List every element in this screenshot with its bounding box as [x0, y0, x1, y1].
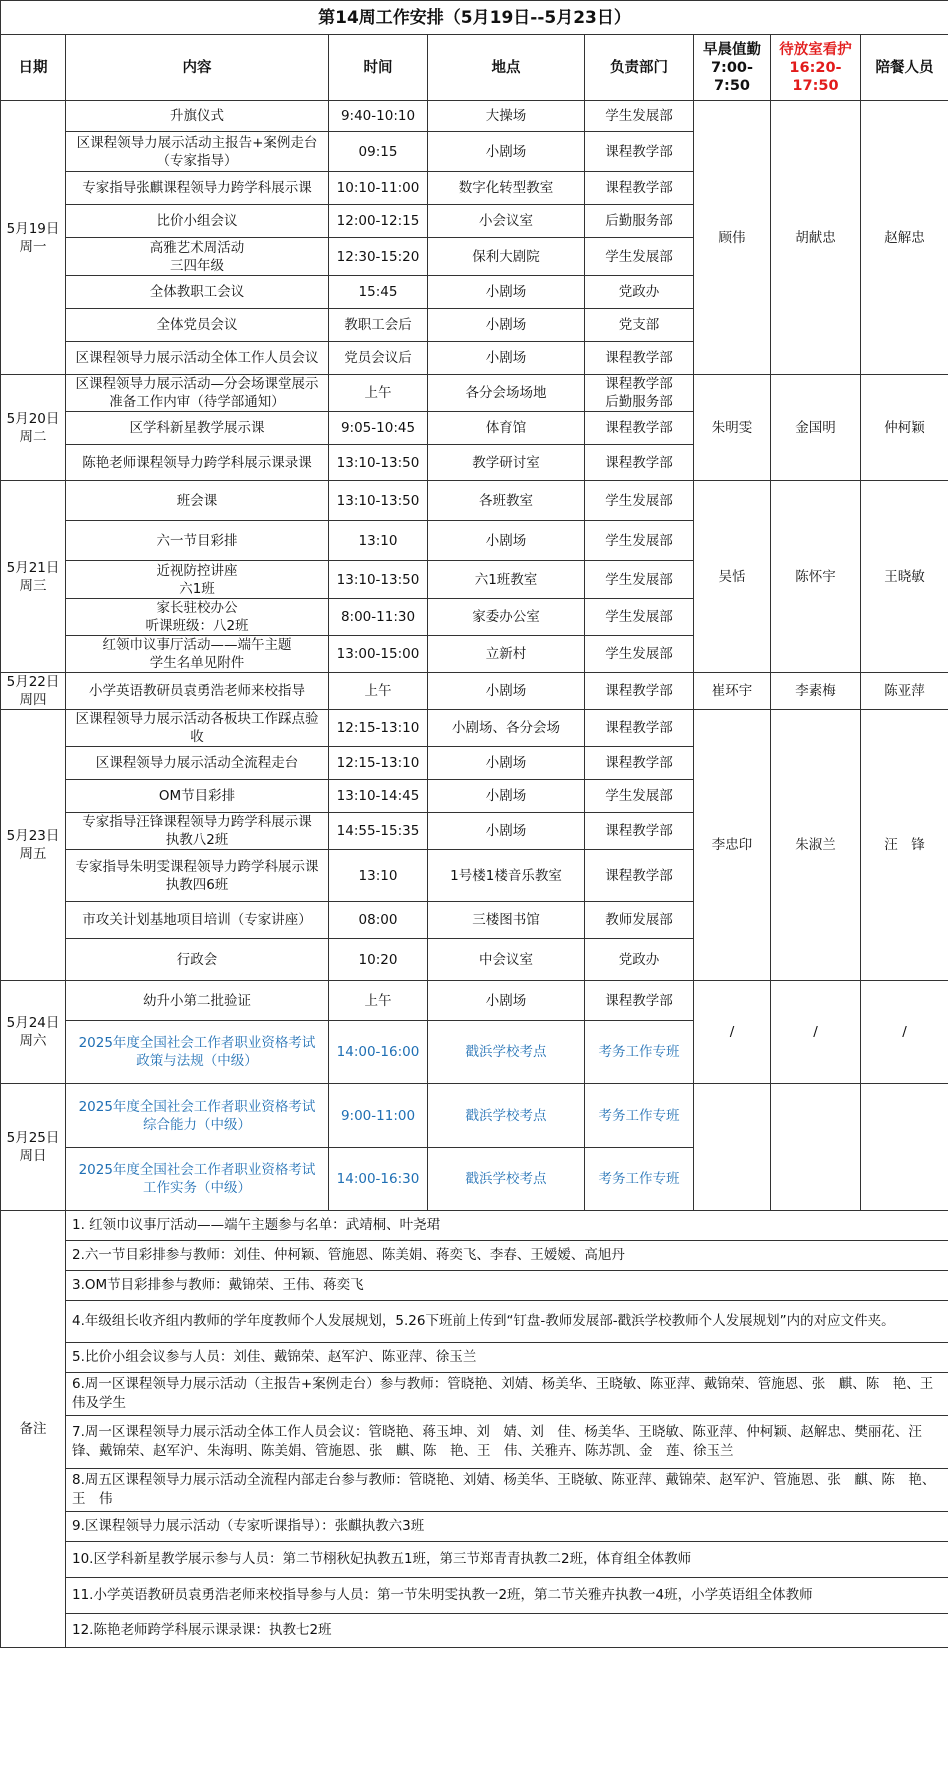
- morning-duty-cell: 吴恬: [694, 481, 771, 673]
- meal-cell: [861, 1084, 948, 1211]
- after-school-cell: 朱淑兰: [771, 710, 861, 981]
- place-cell: 小剧场: [428, 309, 585, 342]
- note-row: [1, 1469, 948, 1512]
- place-cell: 教学研讨室: [428, 445, 585, 481]
- place-cell: 小剧场: [428, 747, 585, 780]
- meal-cell: 陈亚萍: [861, 673, 948, 710]
- time-cell: 08:00: [329, 902, 428, 939]
- time-cell: 12:30-15:20: [329, 238, 428, 276]
- place-cell: 戳浜学校考点: [428, 1148, 585, 1211]
- dept-cell: 学生发展部: [585, 238, 694, 276]
- note-row: [1, 1271, 948, 1301]
- place-cell: 小剧场: [428, 276, 585, 309]
- morning-duty-cell: 顾伟: [694, 101, 771, 375]
- content-cell: 红领巾议事厅活动——端午主题 学生名单见附件: [66, 636, 329, 673]
- place-cell: 小会议室: [428, 205, 585, 238]
- place-cell: 大操场: [428, 101, 585, 132]
- date-cell: [1, 1084, 66, 1211]
- dept-cell: 课程教学部: [585, 412, 694, 445]
- content-cell: 专家指导汪锋课程领导力跨学科展示课 执教八2班: [66, 813, 329, 850]
- dept-cell: 课程教学部 后勤服务部: [585, 375, 694, 412]
- dept-cell: 课程教学部: [585, 673, 694, 710]
- meal-cell: /: [861, 981, 948, 1084]
- place-cell: 戳浜学校考点: [428, 1021, 585, 1084]
- date-label: 5月24日: [6, 1015, 60, 1031]
- time-cell: 上午: [329, 673, 428, 710]
- time-cell: 8:00-11:30: [329, 599, 428, 636]
- date-label: 5月20日: [6, 410, 60, 427]
- time-cell: 13:10-13:50: [329, 561, 428, 599]
- content-cell: 比价小组会议: [66, 205, 329, 238]
- dept-cell: 党支部: [585, 309, 694, 342]
- after-school-cell: 陈怀宇: [771, 481, 861, 673]
- dept-cell: 教师发展部: [585, 902, 694, 939]
- weekday-label: 周日: [19, 1148, 47, 1164]
- dept-cell: 学生发展部: [585, 780, 694, 813]
- table-row: [1, 981, 948, 1021]
- note-item: 12.陈艳老师跨学科展示课录课：执教七2班: [66, 1614, 948, 1648]
- date-label: 5月22日: [6, 674, 60, 690]
- time-cell: 14:00-16:00: [329, 1021, 428, 1084]
- after-school-cell: 金国明: [771, 375, 861, 481]
- note-item: 8.周五区课程领导力展示活动全流程内部走台参与教师：管晓艳、刘婧、杨美华、王晓敏、陈亚萍、戴锦荣、赵军沪、管施恩、张 麒、陈 艳、王 伟: [66, 1469, 948, 1512]
- time-cell: 12:15-13:10: [329, 747, 428, 780]
- time-cell: 教职工会后: [329, 309, 428, 342]
- time-cell: 13:10: [329, 521, 428, 561]
- after-school-cell: 李素梅: [771, 673, 861, 710]
- place-cell: 保利大剧院: [428, 238, 585, 276]
- dept-cell: 党政办: [585, 939, 694, 981]
- table-row: [1, 710, 948, 747]
- weekday-label: 周一: [19, 238, 47, 255]
- time-cell: 党员会议后: [329, 342, 428, 375]
- time-cell: 上午: [329, 981, 428, 1021]
- content-cell: 全体教职工会议: [66, 276, 329, 309]
- header-date: 日期: [1, 35, 66, 101]
- place-cell: 体育馆: [428, 412, 585, 445]
- date-cell: [1, 981, 66, 1084]
- content-cell: 区学科新星教学展示课: [66, 412, 329, 445]
- morning-duty-cell: [694, 1084, 771, 1211]
- weekday-label: 周三: [19, 577, 47, 594]
- date-label: 5月23日: [6, 828, 60, 844]
- date-label: 5月19日: [6, 220, 60, 237]
- note-row: [1, 1416, 948, 1469]
- header-dept: 负责部门: [585, 35, 694, 101]
- dept-cell: 考务工作专班: [585, 1084, 694, 1148]
- content-cell: 2025年度全国社会工作者职业资格考试 政策与法规（中级）: [66, 1021, 329, 1084]
- time-cell: 13:00-15:00: [329, 636, 428, 673]
- weekday-label: 周二: [19, 428, 47, 445]
- time-cell: 上午: [329, 375, 428, 412]
- dept-cell: 课程教学部: [585, 172, 694, 205]
- note-item: 3.OM节目彩排参与教师：戴锦荣、王伟、蒋奕飞: [66, 1271, 948, 1301]
- time-cell: 13:10-14:45: [329, 780, 428, 813]
- note-item: 11.小学英语教研员袁勇浩老师来校指导参与人员：第一节朱明雯执教一2班，第二节关雅卉执教一4班，小学英语组全体教师: [66, 1578, 948, 1614]
- content-cell: 近视防控讲座 六1班: [66, 561, 329, 599]
- content-cell: 区课程领导力展示活动全流程走台: [66, 747, 329, 780]
- morning-duty-cell: 李忠印: [694, 710, 771, 981]
- place-cell: 小剧场: [428, 981, 585, 1021]
- place-cell: 三楼图书馆: [428, 902, 585, 939]
- content-cell: 区课程领导力展示活动全体工作人员会议: [66, 342, 329, 375]
- time-cell: 12:15-13:10: [329, 710, 428, 747]
- date-cell: [1, 673, 66, 710]
- dept-cell: 学生发展部: [585, 636, 694, 673]
- dept-cell: 课程教学部: [585, 981, 694, 1021]
- weekday-label: 周六: [19, 1033, 47, 1049]
- table-row: [1, 1084, 948, 1148]
- note-row: [1, 1211, 948, 1241]
- table-row: [1, 673, 948, 710]
- content-cell: 行政会: [66, 939, 329, 981]
- place-cell: 小剧场: [428, 780, 585, 813]
- weekday-label: 周四: [19, 692, 47, 708]
- dept-cell: 课程教学部: [585, 342, 694, 375]
- content-cell: 2025年度全国社会工作者职业资格考试 工作实务（中级）: [66, 1148, 329, 1211]
- note-row: [1, 1241, 948, 1271]
- dept-cell: 课程教学部: [585, 850, 694, 902]
- time-cell: 9:05-10:45: [329, 412, 428, 445]
- place-cell: 小剧场: [428, 132, 585, 172]
- dept-cell: 考务工作专班: [585, 1148, 694, 1211]
- note-row: [1, 1301, 948, 1343]
- place-cell: 戳浜学校考点: [428, 1084, 585, 1148]
- time-cell: 9:40-10:10: [329, 101, 428, 132]
- date-label: 5月21日: [6, 559, 60, 576]
- morning-duty-cell: 朱明雯: [694, 375, 771, 481]
- header-morning-duty: [694, 35, 771, 101]
- place-cell: 1号楼1楼音乐教室: [428, 850, 585, 902]
- date-cell: [1, 481, 66, 673]
- note-item: 5.比价小组会议参与人员：刘佳、戴锦荣、赵军沪、陈亚萍、徐玉兰: [66, 1343, 948, 1373]
- note-row: [1, 1512, 948, 1542]
- date-cell: [1, 710, 66, 981]
- time-cell: 10:20: [329, 939, 428, 981]
- note-row: [1, 1343, 948, 1373]
- time-cell: 12:00-12:15: [329, 205, 428, 238]
- content-cell: 幼升小第二批验证: [66, 981, 329, 1021]
- date-label: 5月25日: [6, 1130, 60, 1146]
- time-cell: 10:10-11:00: [329, 172, 428, 205]
- content-cell: 班会课: [66, 481, 329, 521]
- table-row: [1, 481, 948, 521]
- time-cell: 13:10-13:50: [329, 481, 428, 521]
- time-cell: 09:15: [329, 132, 428, 172]
- header-after-school-label: 待放室看护: [779, 41, 852, 58]
- content-cell: 全体党员会议: [66, 309, 329, 342]
- dept-cell: 学生发展部: [585, 481, 694, 521]
- dept-cell: 学生发展部: [585, 521, 694, 561]
- time-cell: 14:00-16:30: [329, 1148, 428, 1211]
- header-morning-duty-time: 7:00-7:50: [710, 59, 754, 94]
- time-cell: 13:10: [329, 850, 428, 902]
- content-cell: 陈艳老师课程领导力跨学科展示课录课: [66, 445, 329, 481]
- dept-cell: 学生发展部: [585, 561, 694, 599]
- place-cell: 六1班教室: [428, 561, 585, 599]
- place-cell: 数字化转型教室: [428, 172, 585, 205]
- header-morning-duty-label: 早晨值勤: [703, 41, 761, 58]
- content-cell: 六一节目彩排: [66, 521, 329, 561]
- dept-cell: 课程教学部: [585, 747, 694, 780]
- header-after-school-time: 16:20-17:50: [789, 59, 842, 94]
- place-cell: 小剧场: [428, 673, 585, 710]
- note-item: 2.六一节目彩排参与教师：刘佳、仲柯颖、管施恩、陈美娟、蒋奕飞、李春、王嫒嫒、高旭丹: [66, 1241, 948, 1271]
- after-school-cell: /: [771, 981, 861, 1084]
- note-row: [1, 1614, 948, 1648]
- content-cell: 区课程领导力展示活动—分会场课堂展示准备工作内审（待学部通知）: [66, 375, 329, 412]
- time-cell: 14:55-15:35: [329, 813, 428, 850]
- dept-cell: 课程教学部: [585, 132, 694, 172]
- place-cell: 小剧场: [428, 521, 585, 561]
- notes-label: 备注: [1, 1211, 66, 1648]
- dept-cell: 学生发展部: [585, 101, 694, 132]
- header-content: 内容: [66, 35, 329, 101]
- content-cell: 升旗仪式: [66, 101, 329, 132]
- dept-cell: 后勤服务部: [585, 205, 694, 238]
- header-meal: 陪餐人员: [861, 35, 948, 101]
- meal-cell: 仲柯颖: [861, 375, 948, 481]
- content-cell: 高雅艺术周活动 三四年级: [66, 238, 329, 276]
- header-place: 地点: [428, 35, 585, 101]
- morning-duty-cell: /: [694, 981, 771, 1084]
- header-time: 时间: [329, 35, 428, 101]
- meal-cell: 王晓敏: [861, 481, 948, 673]
- place-cell: 家委办公室: [428, 599, 585, 636]
- content-cell: 小学英语教研员袁勇浩老师来校指导: [66, 673, 329, 710]
- note-item: 4.年级组长收齐组内教师的学年度教师个人发展规划，5.26下班前上传到“钉盘-教师发展部-戳浜学校教师个人发展规划”内的对应文件夹。: [66, 1301, 948, 1343]
- place-cell: 小剧场: [428, 342, 585, 375]
- morning-duty-cell: 崔环宇: [694, 673, 771, 710]
- content-cell: 家长驻校办公 听课班级：八2班: [66, 599, 329, 636]
- time-cell: 13:10-13:50: [329, 445, 428, 481]
- content-cell: OM节目彩排: [66, 780, 329, 813]
- dept-cell: 考务工作专班: [585, 1021, 694, 1084]
- note-item: 9.区课程领导力展示活动（专家听课指导）：张麒执教六3班: [66, 1512, 948, 1542]
- after-school-cell: [771, 1084, 861, 1211]
- meal-cell: 汪 锋: [861, 710, 948, 981]
- content-cell: 区课程领导力展示活动主报告+案例走台（专家指导）: [66, 132, 329, 172]
- meal-cell: 赵解忠: [861, 101, 948, 375]
- dept-cell: 课程教学部: [585, 710, 694, 747]
- date-cell: [1, 101, 66, 375]
- time-cell: 9:00-11:00: [329, 1084, 428, 1148]
- content-cell: 市攻关计划基地项目培训（专家讲座）: [66, 902, 329, 939]
- weekday-label: 周五: [19, 846, 47, 862]
- dept-cell: 课程教学部: [585, 813, 694, 850]
- dept-cell: 学生发展部: [585, 599, 694, 636]
- content-cell: 区课程领导力展示活动各板块工作踩点验收: [66, 710, 329, 747]
- after-school-cell: 胡献忠: [771, 101, 861, 375]
- table-row: [1, 375, 948, 412]
- note-row: [1, 1373, 948, 1416]
- time-cell: 15:45: [329, 276, 428, 309]
- content-cell: 专家指导张麒课程领导力跨学科展示课: [66, 172, 329, 205]
- place-cell: 小剧场、各分会场: [428, 710, 585, 747]
- note-item: 10.区学科新星教学展示参与人员：第二节栩秋妃执教五1班，第三节郑青青执教二2班，体育组全体教师: [66, 1542, 948, 1578]
- note-item: 7.周一区课程领导力展示活动全体工作人员会议：管晓艳、蒋玉坤、刘 婧、刘 佳、杨美华、王晓敏、陈亚萍、仲柯颖、赵解忠、樊丽花、汪 锋、戴锦荣、赵军沪、朱海明、陈美娟、管施恩、张 麒、陈 艳、王 伟、关雅卉、陈苏凯、金 莲、徐玉兰: [66, 1416, 948, 1469]
- header-after-school: [771, 35, 861, 101]
- place-cell: 各班教室: [428, 481, 585, 521]
- dept-cell: 课程教学部: [585, 445, 694, 481]
- place-cell: 中会议室: [428, 939, 585, 981]
- table-row: [1, 101, 948, 132]
- page-title: 第14周工作安排（5月19日--5月23日）: [1, 1, 948, 35]
- dept-cell: 党政办: [585, 276, 694, 309]
- content-cell: 2025年度全国社会工作者职业资格考试 综合能力（中级）: [66, 1084, 329, 1148]
- note-row: [1, 1542, 948, 1578]
- place-cell: 各分会场场地: [428, 375, 585, 412]
- content-cell: 专家指导朱明雯课程领导力跨学科展示课 执教四6班: [66, 850, 329, 902]
- note-row: [1, 1578, 948, 1614]
- note-item: 1. 红领巾议事厅活动——端午主题参与名单：武靖桐、叶尧珺: [66, 1211, 948, 1241]
- note-item: 6.周一区课程领导力展示活动（主报告+案例走台）参与教师：管晓艳、刘婧、杨美华、王晓敏、陈亚萍、戴锦荣、管施恩、张 麒、陈 艳、王 伟及学生: [66, 1373, 948, 1416]
- place-cell: 立新村: [428, 636, 585, 673]
- date-cell: [1, 375, 66, 481]
- place-cell: 小剧场: [428, 813, 585, 850]
